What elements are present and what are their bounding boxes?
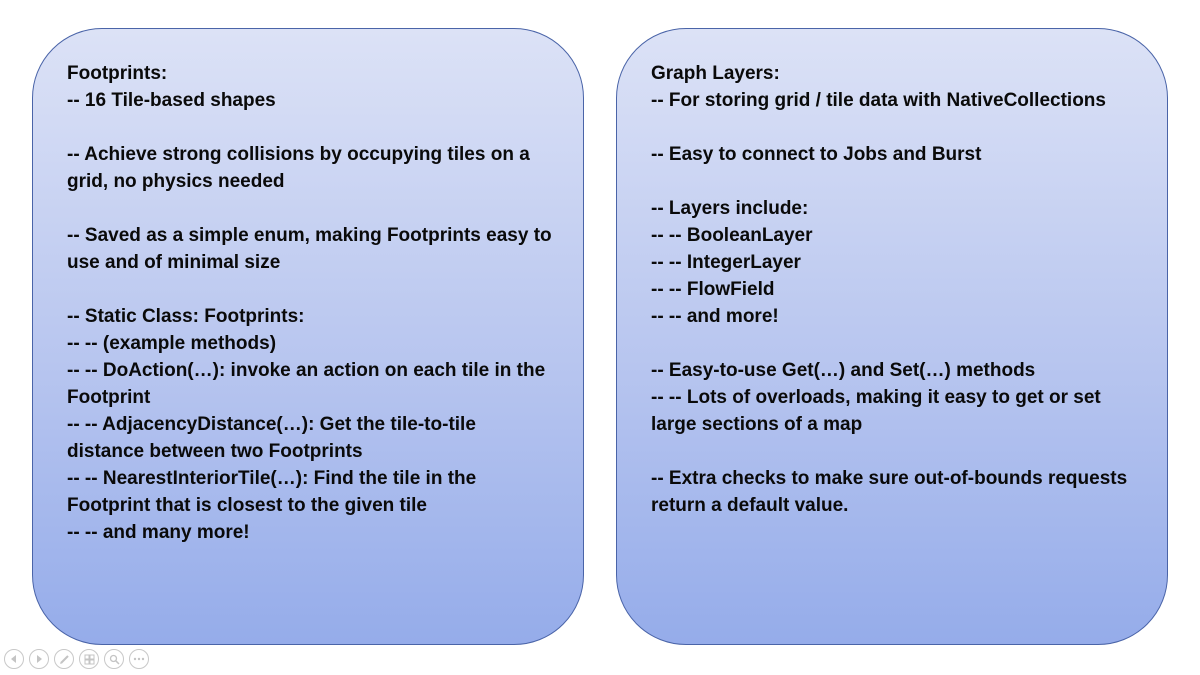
slides-icon	[84, 654, 95, 665]
pen-icon	[59, 654, 70, 665]
previous-slide-button[interactable]	[4, 649, 24, 669]
zoom-icon	[109, 654, 120, 665]
next-slide-button[interactable]	[29, 649, 49, 669]
see-all-slides-button[interactable]	[79, 649, 99, 669]
more-icon	[133, 657, 145, 661]
pen-button[interactable]	[54, 649, 74, 669]
presentation-toolbar	[4, 649, 149, 669]
graph-layers-panel-text: Graph Layers: -- For storing grid / tile data with NativeCollections -- Easy to connect to Jobs and Burst -- Layers include: -- -- BooleanLayer -- -- IntegerLayer -- -- FlowField -- -- and more! -- Easy-to-use Get(…) and Set(…) methods -- -- Lots of overloads, making it easy to get or set large sections of a map -- Extra checks to make sure out-of-bounds requests return a default value.	[651, 63, 1128, 516]
next-icon	[34, 654, 44, 664]
previous-icon	[9, 654, 19, 664]
footprints-panel-text: Footprints: -- 16 Tile-based shapes -- Achieve strong collisions by occupying tiles on a grid, no physics needed -- Saved as a simple enum, making Footprints easy to use and of minimal size -- Static Class: Footprints: -- -- (example methods) -- -- DoAction(…): invoke an action on each tile in the Footprint -- -- AdjacencyDistance(…): Get the tile-to-tile distance between two Footprints -- -- NearestInteriorTile(…): Find the tile in the Footprint that is closest to the given tile -- -- and many more!	[67, 63, 552, 543]
zoom-button[interactable]	[104, 649, 124, 669]
more-options-button[interactable]	[129, 649, 149, 669]
